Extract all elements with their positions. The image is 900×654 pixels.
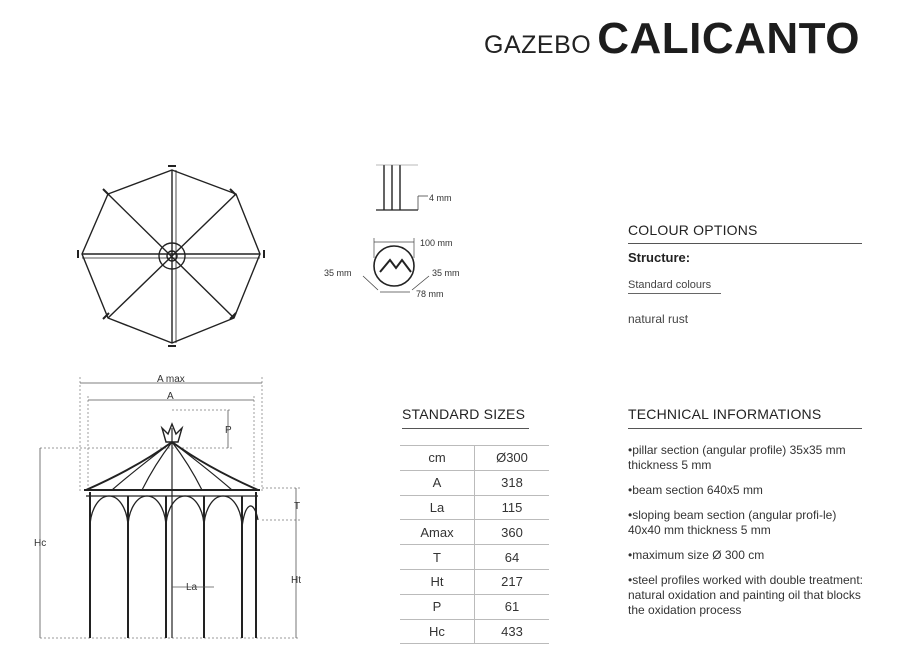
colour-natural-rust: natural rust [628, 312, 689, 326]
size-value: 61 [475, 594, 550, 619]
size-label: La [400, 495, 475, 520]
size-label: T [400, 545, 475, 570]
plan-view-drawing [78, 166, 264, 346]
size-label: cm [400, 446, 475, 471]
profile-section-drawing [363, 165, 429, 292]
size-label: A [400, 470, 475, 495]
table-row [400, 446, 549, 471]
list-item: • sloping beam section (angular profi-le) 40x40 mm thickness 5 mm [628, 508, 868, 538]
size-label: Ht [400, 569, 475, 594]
list-item: • maximum size Ø 300 cm [628, 548, 868, 563]
size-value: 360 [475, 520, 550, 545]
dimension-label-p: P [225, 425, 232, 436]
technical-informations-list [628, 443, 868, 628]
size-label: Hc [400, 619, 475, 644]
profile-thickness-label: 4 mm [429, 193, 452, 203]
technical-informations-divider [628, 428, 862, 429]
profile-bottom-label: 78 mm [416, 289, 444, 299]
table-row [400, 569, 549, 594]
standard-colours-label: Standard colours [628, 279, 712, 291]
colour-options-divider [628, 243, 862, 244]
dimension-label-ht: Ht [291, 575, 301, 586]
size-value: 64 [475, 545, 550, 570]
table-row [400, 619, 549, 644]
colour-options-heading: COLOUR OPTIONS [628, 222, 758, 238]
table-row [400, 545, 549, 570]
title-prefix: GAZEBO [484, 31, 592, 59]
size-value: 115 [475, 495, 550, 520]
size-value: Ø300 [475, 446, 550, 471]
size-value: 433 [475, 619, 550, 644]
list-item: • beam section 640x5 mm [628, 483, 868, 498]
table-row [400, 594, 549, 619]
dimension-label-hc: Hc [34, 538, 47, 549]
dimension-label-a-max: A max [157, 374, 185, 385]
standard-sizes-table [400, 445, 549, 644]
size-value: 318 [475, 470, 550, 495]
table-row [400, 470, 549, 495]
profile-right-side-label: 35 mm [432, 268, 460, 278]
profile-left-side-label: 35 mm [324, 268, 352, 278]
dimension-label-a: A [167, 391, 174, 402]
table-row [400, 520, 549, 545]
size-value: 217 [475, 569, 550, 594]
standard-colours-underline [628, 293, 721, 294]
structure-label: Structure: [628, 250, 691, 265]
dimension-label-la: La [186, 582, 198, 593]
standard-sizes-divider [402, 428, 529, 429]
profile-width-label: 100 mm [420, 238, 453, 248]
list-item: • steel profiles worked with double treatment: natural oxidation and painting oil that blocks the oxidation process [628, 573, 868, 618]
dimension-label-t: T [294, 501, 301, 512]
standard-sizes-heading: STANDARD SIZES [402, 406, 526, 422]
size-label: P [400, 594, 475, 619]
title-product-name: CALICANTO [597, 14, 860, 63]
size-label: Amax [400, 520, 475, 545]
technical-informations-heading: TECHNICAL INFORMATIONS [628, 406, 822, 422]
list-item: • pillar section (angular profile) 35x35 mm thickness 5 mm [628, 443, 868, 473]
table-row [400, 495, 549, 520]
elevation-view-drawing [40, 377, 300, 638]
